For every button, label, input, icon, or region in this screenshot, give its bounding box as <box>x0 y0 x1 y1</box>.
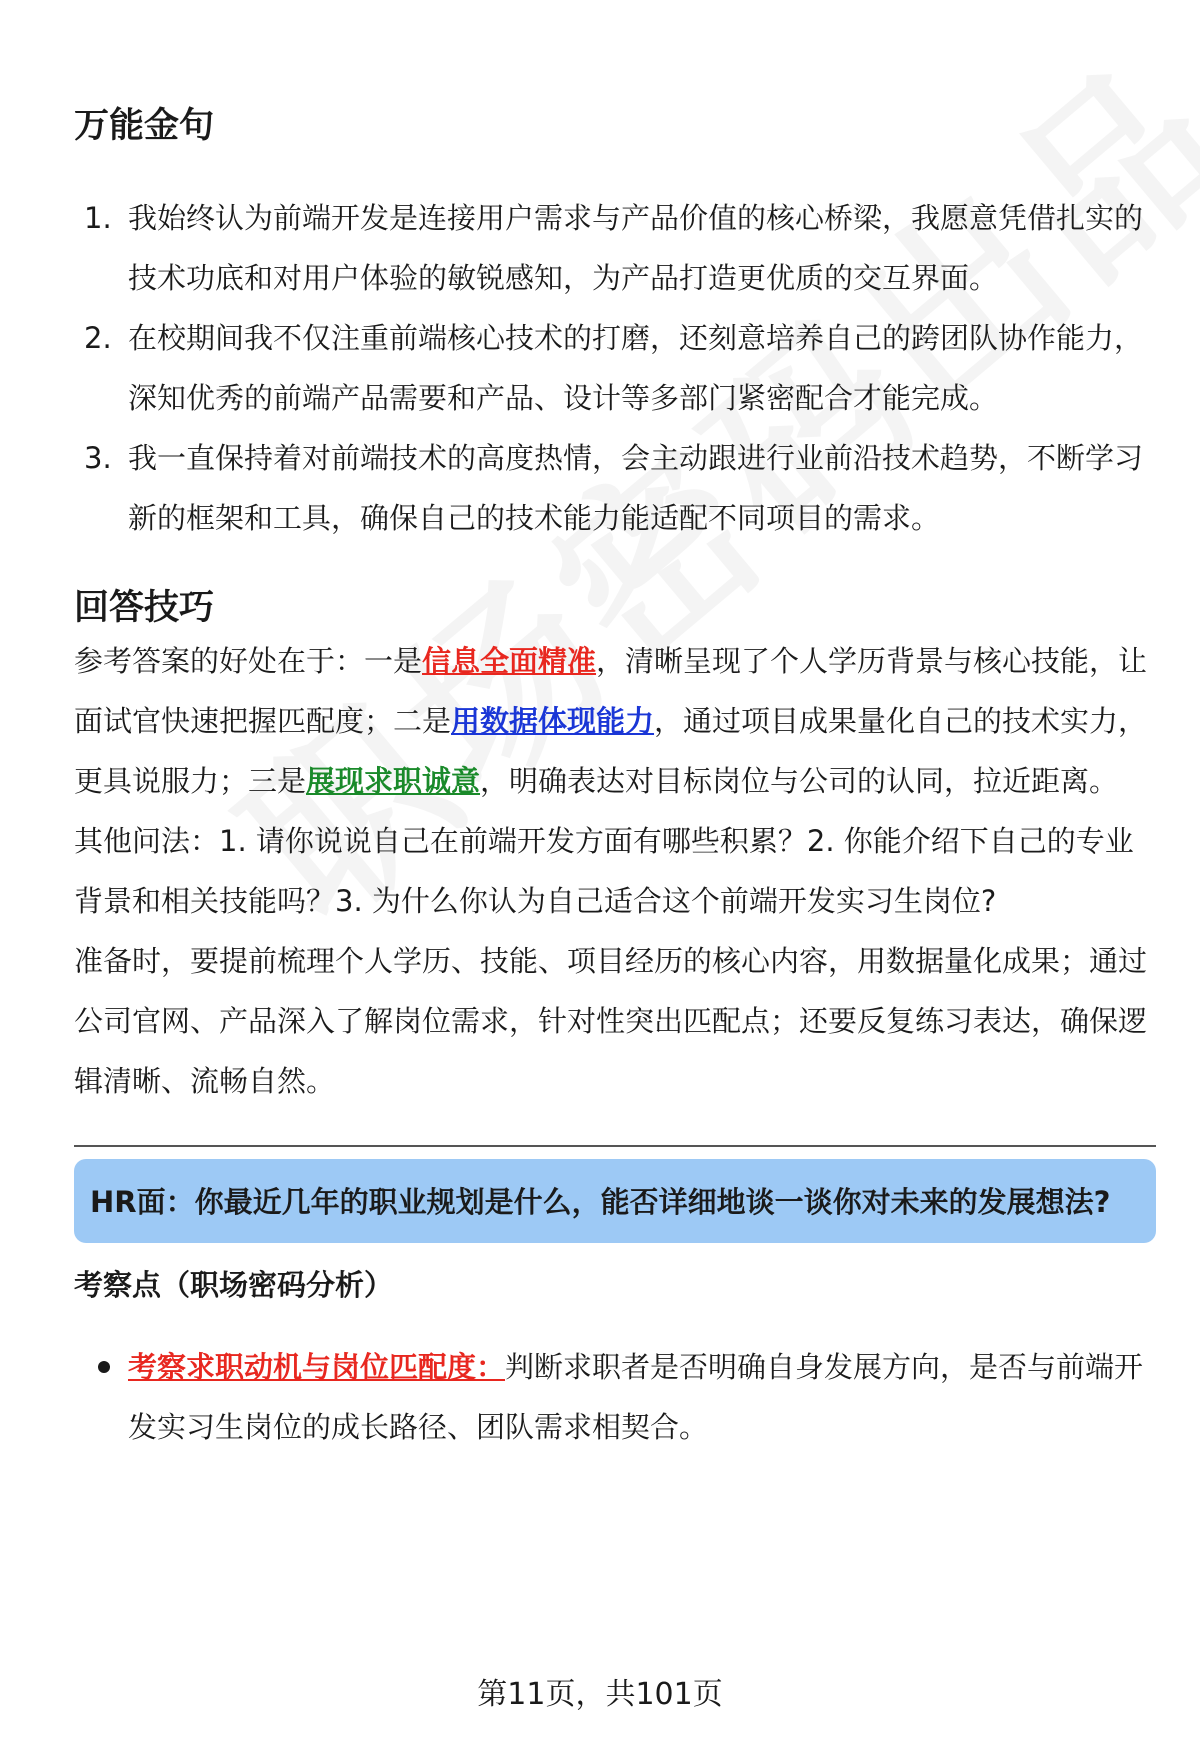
highlight-motivation-match: 考察求职动机与岗位匹配度： <box>128 1350 506 1384</box>
document-page <box>74 100 1156 1457</box>
golden-sentences-heading: 万能金句 <box>74 106 215 146</box>
list-item <box>74 308 1156 428</box>
list-item <box>74 188 1156 308</box>
exam-points-list <box>74 1337 1156 1457</box>
list-number: 1. <box>84 200 112 235</box>
answer-tips-paragraph <box>74 631 1156 811</box>
highlight-sincerity: 展现求职诚意 <box>306 764 481 798</box>
list-item-text: 我始终认为前端开发是连接用户需求与产品价值的核心桥梁，我愿意凭借扎实的技术功底和对用户体验的敏锐感知，为产品打造更优质的交互界面。 <box>128 200 1144 295</box>
tips-text-b: ，清晰呈现了个人学历背景与核心技能，让面试官快速把握匹配度；二是 <box>74 644 1148 738</box>
list-item-text: 在校期间我不仅注重前端核心技术的打磨，还刻意培养自己的跨团队协作能力，深知优秀的前端产品需要和产品、设计等多部门紧密配合才能完成。 <box>128 320 1144 415</box>
tips-text-d: ，明确表达对目标岗位与公司的认同，拉近距离。 <box>480 764 1119 798</box>
list-item <box>74 428 1156 548</box>
page-footer: 第11页，共101页 <box>477 1677 723 1712</box>
tips-text-c: ，通过项目成果量化自己的技术实力，更具说服力；三是 <box>74 704 1148 798</box>
exam-item-text: 判断求职者是否明确自身发展方向，是否与前端开发实习生岗位的成长路径、团队需求相契合。 <box>128 1350 1144 1444</box>
answer-tips-heading: 回答技巧 <box>74 587 215 628</box>
golden-sentences-list <box>74 188 1156 548</box>
exam-points-heading: 考察点（职场密码分析） <box>74 1268 394 1302</box>
list-number: 3. <box>84 440 112 475</box>
list-number: 2. <box>84 320 112 355</box>
list-item <box>74 1337 1156 1457</box>
list-item-text: 我一直保持着对前端技术的高度热情，会主动跟进行业前沿技术趋势，不断学习新的框架和工具，确保自己的技术能力能适配不同项目的需求。 <box>128 440 1144 535</box>
other-questions-paragraph: 其他问法：1. 请你说说自己在前端开发方面有哪些积累？2. 你能介绍下自己的专业背景和相关技能吗？3. 为什么你认为自己适合这个前端开发实习生岗位? <box>74 824 1134 918</box>
hr-question-box: HR面：你最近几年的职业规划是什么，能否详细地谈一谈你对未来的发展想法? <box>74 1159 1156 1243</box>
tips-text-a: 参考答案的好处在于：一是 <box>74 644 423 678</box>
bullet-icon <box>98 1361 110 1373</box>
highlight-data-ability: 用数据体现能力 <box>451 704 655 738</box>
section-divider <box>74 1145 1156 1147</box>
highlight-info-accurate: 信息全面精准 <box>422 644 597 678</box>
preparation-paragraph: 准备时，要提前梳理个人学历、技能、项目经历的核心内容，用数据量化成果；通过公司官网、产品深入了解岗位需求，针对性突出匹配点；还要反复练习表达，确保逻辑清晰、流畅自然。 <box>74 944 1148 1098</box>
